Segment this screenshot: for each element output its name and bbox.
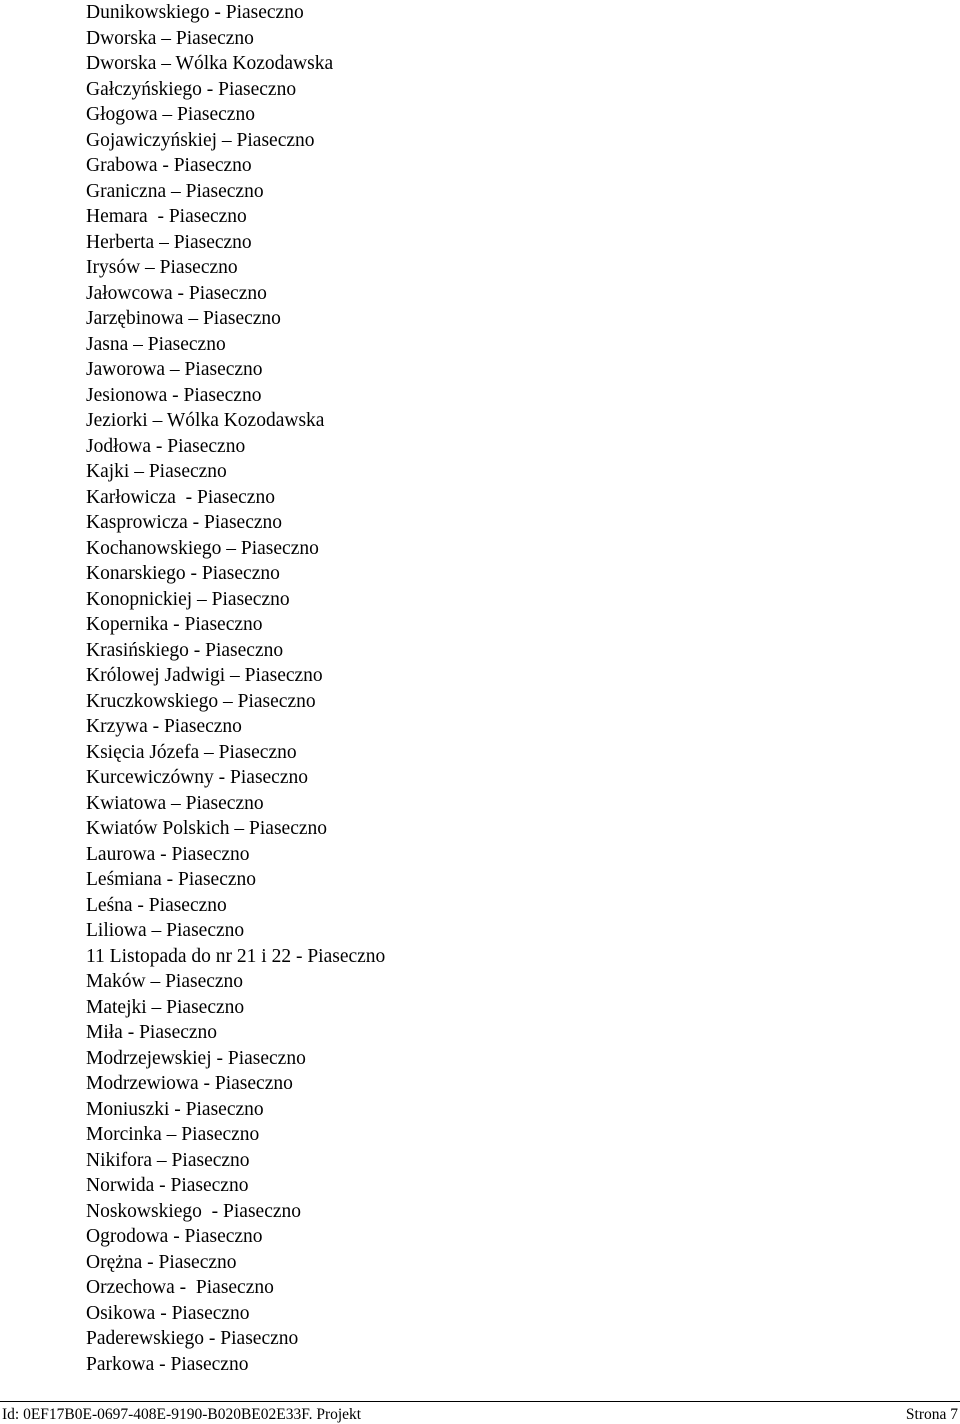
street-list-item: Krasińskiego - Piaseczno [86, 639, 284, 661]
street-list-item: Jeziorki – Wólka Kozodawska [86, 410, 325, 431]
street-list-item: Modrzewiowa - Piaseczno [86, 1073, 293, 1094]
street-list-item: Jarzębinowa – Piaseczno [86, 308, 281, 329]
street-list-item: Gojawiczyńskiej – Piaseczno [86, 129, 315, 151]
street-list-item: Paderewskiego - Piaseczno [86, 1328, 299, 1349]
street-list-item: Parkowa - Piaseczno [86, 1353, 249, 1375]
page-footer [0, 1401, 960, 1424]
street-list-item: Osikowa - Piaseczno [86, 1302, 250, 1324]
street-list-item: Dworska – Wólka Kozodawska [86, 53, 334, 74]
street-list-item: Głogowa – Piaseczno [86, 104, 255, 125]
street-list-item: Norwida - Piaseczno [86, 1175, 249, 1196]
document-id-label: Id: 0EF17B0E-0697-408E-9190-B020BE02E33F. Projekt [2, 1406, 362, 1423]
street-list-item: Królowej Jadwigi – Piaseczno [86, 665, 323, 686]
street-list-item: Kochanowskiego – Piaseczno [86, 537, 319, 559]
street-list-item: Kwiatowa – Piaseczno [86, 792, 264, 814]
street-list-item: Kajki – Piaseczno [86, 461, 227, 482]
street-list-item: 11 Listopada do nr 21 i 22 - Piaseczno [86, 945, 386, 967]
street-list-item: Kasprowicza - Piaseczno [86, 512, 282, 533]
street-list-item: Jałowcowa - Piaseczno [86, 282, 267, 304]
street-list-item: Graniczna – Piaseczno [86, 180, 264, 202]
street-list-item: Orzechowa - Piaseczno [86, 1277, 274, 1298]
street-list-item: Leśna - Piaseczno [86, 894, 227, 916]
street-list-item: Kurcewiczówny - Piaseczno [86, 767, 308, 788]
street-list-item: Kwiatów Polskich – Piaseczno [86, 818, 328, 839]
street-list-item: Leśmiana - Piaseczno [86, 869, 257, 890]
street-list-item: Jaworowa – Piaseczno [86, 359, 263, 380]
street-list-item: Gałczyńskiego - Piaseczno [86, 78, 297, 100]
street-list-item: Liliowa – Piaseczno [86, 920, 245, 941]
street-list-item: Konarskiego - Piaseczno [86, 563, 280, 584]
street-list-item: Modrzejewskiej - Piaseczno [86, 1047, 306, 1069]
street-list-item: Maków – Piaseczno [86, 971, 244, 992]
page-number-label: Strona 7 [905, 1406, 958, 1423]
street-list-item: Irysów – Piaseczno [86, 257, 238, 278]
street-list-item: Konopnickiej – Piaseczno [86, 588, 290, 610]
street-list-item: Kruczkowskiego – Piaseczno [86, 690, 316, 712]
street-list-item: Księcia Józefa – Piaseczno [86, 741, 297, 763]
street-list-item: Moniuszki - Piaseczno [86, 1098, 264, 1120]
street-list [86, 0, 385, 1377]
street-list-item: Noskowskiego - Piaseczno [86, 1200, 302, 1222]
street-list-item: Herberta – Piaseczno [86, 231, 252, 253]
street-list-item: Jodłowa - Piaseczno [86, 435, 246, 457]
street-list-item: Grabowa - Piaseczno [86, 155, 252, 176]
street-list-item: Dunikowskiego - Piaseczno [86, 2, 304, 23]
street-list-item: Miła - Piaseczno [86, 1022, 218, 1043]
street-list-item: Laurowa - Piaseczno [86, 843, 250, 865]
street-list-item: Dworska – Piaseczno [86, 27, 254, 49]
street-list-item: Nikifora – Piaseczno [86, 1149, 250, 1171]
street-list-item: Hemara - Piaseczno [86, 206, 247, 227]
street-list-item: Matejki – Piaseczno [86, 996, 245, 1018]
street-list-item: Morcinka – Piaseczno [86, 1124, 260, 1145]
street-list-item: Orężna - Piaseczno [86, 1251, 237, 1273]
street-list-item: Jasna – Piaseczno [86, 333, 226, 355]
street-list-item: Karłowicza - Piaseczno [86, 486, 275, 508]
street-list-item: Kopernika - Piaseczno [86, 614, 263, 635]
street-list-item: Jesionowa - Piaseczno [86, 384, 262, 406]
street-list-item: Krzywa - Piaseczno [86, 716, 242, 737]
street-list-item: Ogrodowa - Piaseczno [86, 1226, 263, 1247]
